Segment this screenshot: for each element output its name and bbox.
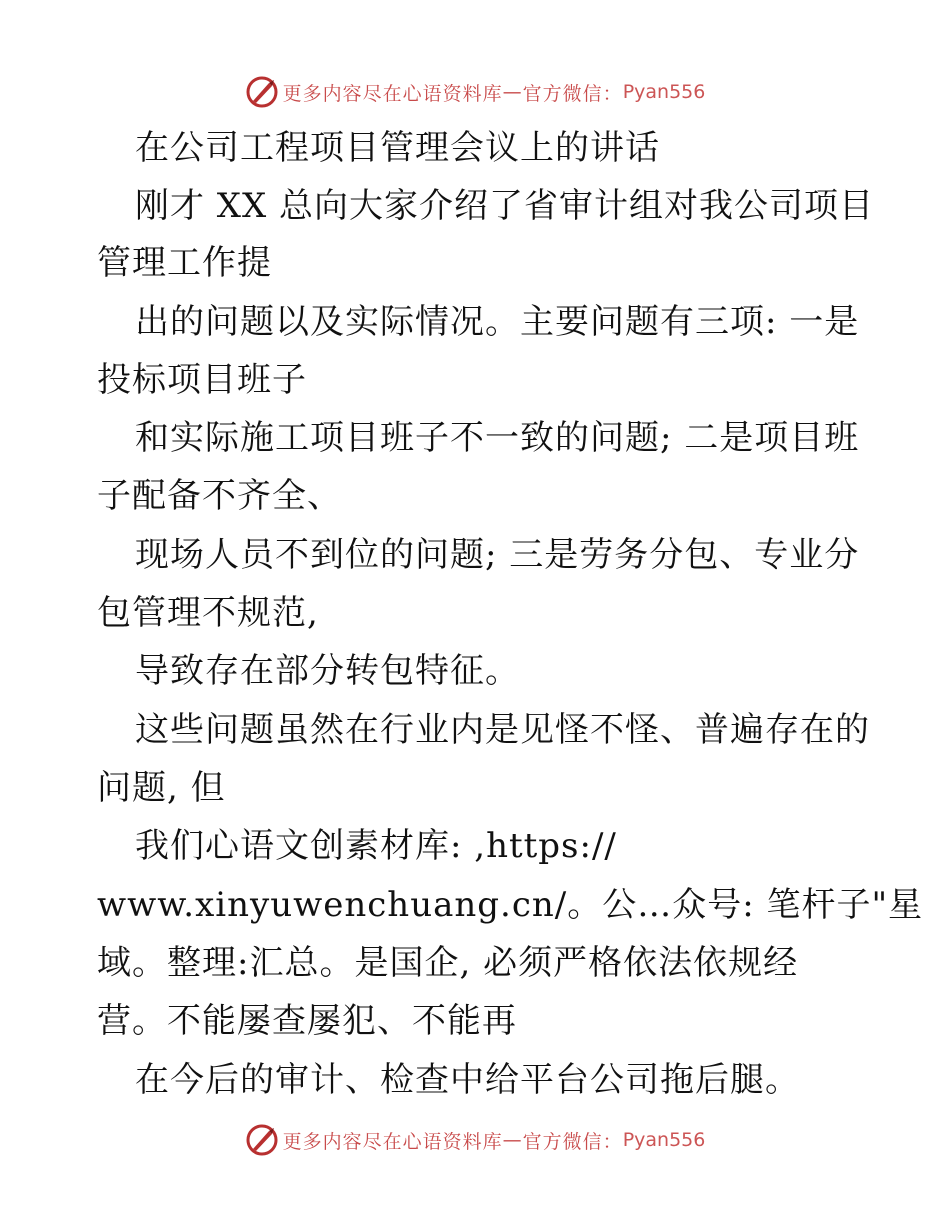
paragraph-line: 和实际施工项目班子不一致的问题; 二是项目班 [135, 418, 860, 458]
paragraph-line: 包管理不规范, [97, 593, 319, 633]
wechat-label: 官方微信： [522, 82, 623, 105]
paragraph-line: www.xinyuwenchuang.cn/。公…众号: 笔杆子"星 [97, 885, 924, 925]
quill-pen-logo-icon [245, 1123, 279, 1157]
paragraph-line: 出的问题以及实际情况。主要问题有三项: 一是 [135, 302, 860, 342]
paragraph-line: 问题, 但 [97, 768, 226, 808]
wechat-label: 官方微信： [522, 1130, 623, 1153]
watermark-dash: — [502, 1129, 523, 1151]
wechat-id: Pyan556 [622, 1129, 706, 1151]
wechat-id: Pyan556 [622, 81, 706, 103]
watermark-dash: — [502, 81, 523, 103]
paragraph-line: 导致存在部分转包特征。 [135, 651, 520, 691]
quill-pen-logo-icon [245, 75, 279, 109]
document-title: 在公司工程项目管理会议上的讲话 [135, 128, 660, 168]
paragraph-line: 域。整理:汇总。是国企, 必须严格依法依规经 [97, 943, 799, 983]
watermark-text: 更多内容尽在心语资料库 [282, 1130, 503, 1153]
footer-watermark-banner [0, 1120, 950, 1160]
paragraph-line: 营。不能屡查屡犯、不能再 [97, 1001, 517, 1041]
paragraph-line: 管理工作提 [97, 243, 272, 283]
paragraph-line: 在今后的审计、检查中给平台公司拖后腿。 [135, 1060, 800, 1100]
paragraph-line: 现场人员不到位的问题; 三是劳务分包、专业分 [135, 535, 860, 575]
paragraph-line: 子配备不齐全、 [97, 476, 342, 516]
watermark-text: 更多内容尽在心语资料库 [282, 82, 503, 105]
paragraph-line: 我们心语文创素材库: ,https:// [135, 826, 617, 866]
paragraph-line: 刚才 XX 总向大家介绍了省审计组对我公司项目 [135, 186, 875, 226]
header-watermark-banner [0, 72, 950, 112]
paragraph-line: 投标项目班子 [97, 360, 307, 400]
paragraph-line: 这些问题虽然在行业内是见怪不怪、普遍存在的 [135, 710, 870, 750]
